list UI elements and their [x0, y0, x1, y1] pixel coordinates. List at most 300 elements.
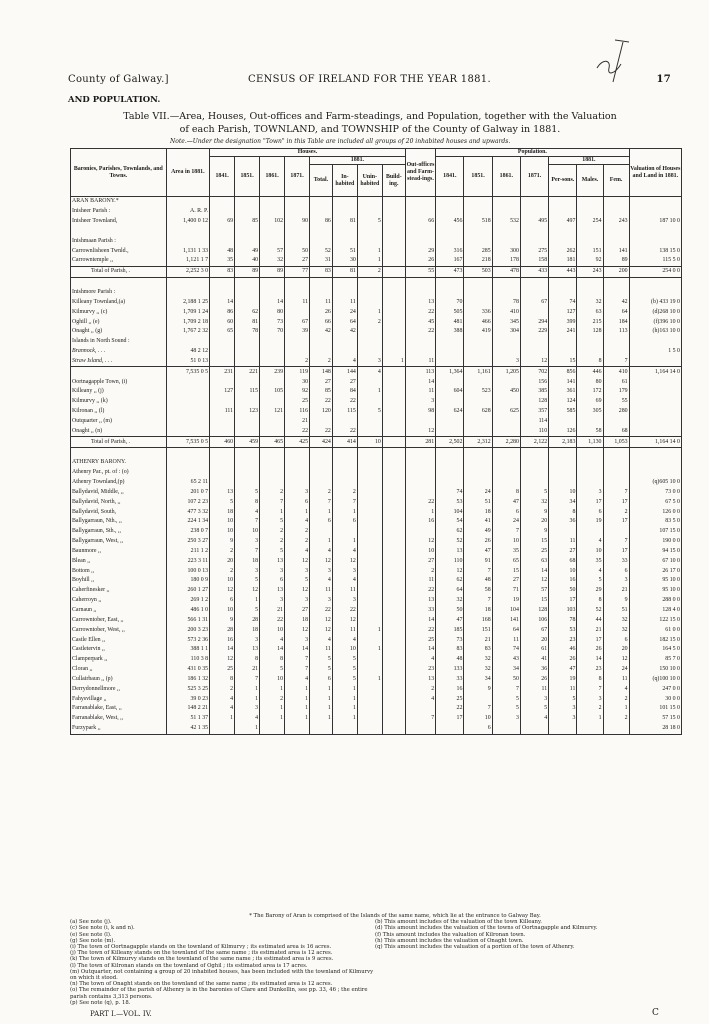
cell: 44 [577, 615, 603, 625]
signature-letter: C [652, 1008, 659, 1018]
cell [260, 397, 285, 407]
cell: 24 [492, 517, 520, 527]
cell: 446 [577, 367, 603, 377]
cell: 3 [235, 537, 260, 547]
cell [210, 347, 235, 357]
cell: 127 [210, 387, 235, 397]
cell: 21 [260, 606, 285, 616]
cell: 16 [405, 517, 435, 527]
cell [382, 246, 405, 256]
cell: 7 [577, 684, 603, 694]
cell: 32 [520, 497, 548, 507]
cell [464, 347, 492, 357]
cell [357, 277, 382, 287]
cell [382, 266, 405, 277]
table-row [71, 527, 682, 537]
cell: 2 [603, 507, 629, 517]
cell: 13 [235, 645, 260, 655]
cell [520, 197, 548, 207]
cell: 481 [436, 317, 464, 327]
cell: 523 [464, 387, 492, 397]
cell: 20 [603, 645, 629, 655]
cell [285, 197, 310, 207]
cell [235, 197, 260, 207]
row-name: Ballygarraun, West, ,, [71, 537, 167, 547]
cell [436, 288, 464, 298]
cell: 65 [210, 327, 235, 337]
cell: 2,183 [549, 437, 577, 448]
footnote: (m) Outquarter, not containing a group of 20 inhabited houses, has been included with the townland of Kilmurvy on which it stood. [70, 968, 374, 982]
cell [235, 288, 260, 298]
cell [577, 277, 603, 287]
cell [260, 347, 285, 357]
row-name: Castle Ellen ,, [71, 635, 167, 645]
cell: 4 [332, 635, 357, 645]
cell: 11 [520, 684, 548, 694]
table-row [71, 417, 682, 427]
cell: 5 [285, 576, 310, 586]
cell [310, 417, 333, 427]
cell: 200 [603, 266, 629, 277]
cell [382, 307, 405, 317]
cell: 25 [436, 694, 464, 704]
cell: 1 [357, 625, 382, 635]
cell: 7 [603, 537, 629, 547]
cell: 7 [603, 487, 629, 497]
cell [382, 596, 405, 606]
row-name: Furzypark ,, [71, 724, 167, 734]
cell [166, 417, 209, 427]
table-row [71, 277, 682, 287]
cell [629, 357, 681, 367]
cell: 42 [332, 327, 357, 337]
table-row [71, 407, 682, 417]
col-h1851: 1851. [235, 157, 260, 197]
cell: 2 [285, 357, 310, 367]
row-name: Caherroyn ,, [71, 596, 167, 606]
cell: 241 [549, 327, 577, 337]
row-name: Carrowntober, West, ,, [71, 625, 167, 635]
cell [629, 417, 681, 427]
cell: 17 [603, 497, 629, 507]
cell: 74 [436, 487, 464, 497]
table-row [71, 288, 682, 298]
cell: 4 [332, 357, 357, 367]
cell [382, 397, 405, 407]
cell [577, 207, 603, 217]
cell [603, 468, 629, 478]
row-name: Onaght ,, (n) [71, 426, 167, 436]
cell: 55 [405, 266, 435, 277]
cell [210, 207, 235, 217]
cell: 180 0 9 [166, 576, 209, 586]
cell [405, 337, 435, 347]
cell: 1,164 14 0 [629, 367, 681, 377]
cell: 1 [285, 684, 310, 694]
cell [629, 387, 681, 397]
cell: 95 10 0 [629, 576, 681, 586]
row-name: Killeany ,, (j) [71, 387, 167, 397]
cell: 7 [235, 675, 260, 685]
table-row [71, 487, 682, 497]
row-name: Fahysvillage ,, [71, 694, 167, 704]
cell [357, 714, 382, 724]
cell [492, 397, 520, 407]
cell: 32 [577, 297, 603, 307]
row-name: Caherfinesker ,, [71, 586, 167, 596]
cell: 114 [520, 417, 548, 427]
table-row [71, 397, 682, 407]
cell: 18 [464, 507, 492, 517]
cell [382, 288, 405, 298]
row-name: Brannock, . . . [71, 347, 167, 357]
cell: 9 [210, 537, 235, 547]
cell: 3 [332, 596, 357, 606]
cell: 2 [405, 566, 435, 576]
cell [285, 347, 310, 357]
cell [382, 217, 405, 227]
cell: 12 [520, 357, 548, 367]
cell: 23 [405, 665, 435, 675]
cell [235, 207, 260, 217]
cell: 532 [492, 217, 520, 227]
cell [210, 337, 235, 347]
cell: 151 [577, 246, 603, 256]
cell: 17 [603, 547, 629, 557]
table-row [71, 635, 682, 645]
cell: 10 [235, 527, 260, 537]
cell [549, 236, 577, 246]
cell: 68 [603, 426, 629, 436]
cell: 4 [405, 694, 435, 704]
row-name [71, 367, 167, 377]
cell [492, 236, 520, 246]
cell: 6 [310, 517, 333, 527]
cell: 46 [549, 645, 577, 655]
cell [629, 407, 681, 417]
cell: 518 [464, 217, 492, 227]
cell: 9 [210, 615, 235, 625]
cell: 18 [235, 625, 260, 635]
cell [464, 297, 492, 307]
cell [492, 426, 520, 436]
cell [382, 297, 405, 307]
cell: 62 [235, 307, 260, 317]
cell [549, 277, 577, 287]
cell: 7 [235, 547, 260, 557]
cell: 229 [520, 327, 548, 337]
cell: 78 [549, 615, 577, 625]
cell: 1 [603, 704, 629, 714]
cell [464, 397, 492, 407]
row-name: Killeany Townland,(a) [71, 297, 167, 307]
cell: 10 [549, 566, 577, 576]
cell [405, 724, 435, 734]
cell: 254 0 0 [629, 266, 681, 277]
cell: 66 [310, 317, 333, 327]
table-row [71, 724, 682, 734]
col-valuation: Valuation of Houses and Land in 1881. [629, 149, 681, 197]
cell: 16 [436, 684, 464, 694]
cell [332, 448, 357, 458]
cell: 67 5 0 [629, 497, 681, 507]
cell [520, 236, 548, 246]
cell [357, 724, 382, 734]
cell [603, 227, 629, 237]
cell: 15 [520, 596, 548, 606]
cell [520, 207, 548, 217]
row-name: ATHENRY BARONY. [71, 458, 167, 468]
cell: 95 10 0 [629, 586, 681, 596]
cell [310, 277, 333, 287]
cell: 1 [357, 675, 382, 685]
cell: 35 [492, 547, 520, 557]
col-name: Baronies, Parishes, Townlands, and Towns. [71, 149, 167, 197]
cell [492, 724, 520, 734]
cell: 11 [332, 297, 357, 307]
cell [210, 397, 235, 407]
cell [357, 337, 382, 347]
cell: 473 [436, 266, 464, 277]
cell: 111 [210, 407, 235, 417]
cell: 29 [577, 586, 603, 596]
cell: 18 [464, 606, 492, 616]
cell: 22 [310, 606, 333, 616]
cell [382, 527, 405, 537]
cell [577, 347, 603, 357]
cell [492, 347, 520, 357]
table-row [71, 227, 682, 237]
cell: 2 [310, 357, 333, 367]
cell [332, 458, 357, 468]
cell [382, 277, 405, 287]
cell: A. R. P. [166, 207, 209, 217]
row-name: Kilmurvy ,, (c) [71, 307, 167, 317]
cell [382, 407, 405, 417]
footnote: (n) The town of Onaght stands on the townland of the same name ; its estimated area is 12 acres. [70, 981, 333, 988]
cell [332, 478, 357, 488]
cell: 6 [285, 497, 310, 507]
table-note: Note.—Under the designation "Town" in this Table are included all groups of 20 inhabited houses and upwards. [170, 138, 511, 145]
row-name: Total of Parish, . [71, 437, 167, 448]
cell: 4 [285, 517, 310, 527]
cell: 74 [549, 297, 577, 307]
cell: 51 1 37 [166, 714, 209, 724]
cell [382, 448, 405, 458]
cell: 13 [210, 487, 235, 497]
cell: 200 3 23 [166, 625, 209, 635]
cell: 1 [285, 507, 310, 517]
table-row [71, 684, 682, 694]
cell: 144 [332, 367, 357, 377]
cell: 61 [520, 645, 548, 655]
cell: 7 [285, 655, 310, 665]
cell: 4 [235, 507, 260, 517]
cell [357, 236, 382, 246]
table-row [71, 197, 682, 207]
cell: 1,121 1 7 [166, 256, 209, 266]
cell: 12 [603, 655, 629, 665]
cell: 8 [235, 497, 260, 507]
col-h1881: 1881. [310, 157, 406, 165]
table-row [71, 367, 682, 377]
cell: 107 2 23 [166, 497, 209, 507]
cell: 30 0 0 [629, 694, 681, 704]
col-h1871: 1871. [285, 157, 310, 197]
cell: 74 [492, 645, 520, 655]
cell [332, 347, 357, 357]
cell [357, 507, 382, 517]
cell [629, 468, 681, 478]
cell: 53 [436, 497, 464, 507]
cell: 12 [210, 586, 235, 596]
cell [357, 576, 382, 586]
cell: 215 [577, 317, 603, 327]
cell [549, 527, 577, 537]
footnote: (j) The town of Killeany stands on the townland of the same name ; its estimated area is 12 acres. [70, 950, 333, 957]
cell [520, 468, 548, 478]
cell: 19 [549, 675, 577, 685]
cell: 94 15 0 [629, 547, 681, 557]
cell [285, 337, 310, 347]
cell: 10 [210, 527, 235, 537]
cell: 465 [260, 437, 285, 448]
table-body [71, 197, 682, 735]
cell [436, 468, 464, 478]
row-name [71, 448, 167, 458]
cell: 28 [235, 615, 260, 625]
col-total: Total. [310, 165, 333, 197]
cell: 1 [235, 724, 260, 734]
cell: 8 [577, 596, 603, 606]
cell: 30 [285, 377, 310, 387]
footnote: (a) See note (j). [70, 919, 112, 926]
cell: 20 [520, 517, 548, 527]
cell: 14 [260, 297, 285, 307]
cell [382, 566, 405, 576]
cell [332, 724, 357, 734]
cell [436, 478, 464, 488]
footnote-star: * The Barony of Aran is comprised of the Islands of the same name, which lie at the entrance to Galway Bay. [249, 913, 541, 919]
cell [310, 468, 333, 478]
table-row [71, 246, 682, 256]
cell: 1,164 14 0 [629, 437, 681, 448]
cell [210, 227, 235, 237]
cell: 243 [577, 266, 603, 277]
cell: 83 [436, 645, 464, 655]
cell [260, 724, 285, 734]
cell: 4 [332, 547, 357, 557]
table-row [71, 327, 682, 337]
cell: 388 [436, 327, 464, 337]
col-inhabited: In-habited [332, 165, 357, 197]
cell [357, 397, 382, 407]
cell [436, 227, 464, 237]
cell: 22 [405, 327, 435, 337]
cell [285, 458, 310, 468]
cell: 81 [332, 217, 357, 227]
cell [310, 197, 333, 207]
cell [382, 197, 405, 207]
cell: 25 [210, 665, 235, 675]
cell: 4 [357, 367, 382, 377]
cell: 126 0 0 [629, 507, 681, 517]
cell [166, 387, 209, 397]
cell: 262 [549, 246, 577, 256]
cell [520, 227, 548, 237]
cell [166, 468, 209, 478]
cell: 10 [464, 714, 492, 724]
cell: 16 [210, 635, 235, 645]
cell: 8 [235, 655, 260, 665]
footnote: (l) The town of Kilronan stands on the townland of Oghil ; its estimated area is 17 acres. [70, 962, 308, 969]
cell [464, 236, 492, 246]
cell [357, 655, 382, 665]
cell [629, 207, 681, 217]
cell: 224 1 34 [166, 517, 209, 527]
cell: 67 [520, 625, 548, 635]
cell: 201 0 7 [166, 487, 209, 497]
cell [603, 724, 629, 734]
cell [405, 288, 435, 298]
cell: 50 [436, 606, 464, 616]
cell [357, 377, 382, 387]
cell: 128 [520, 397, 548, 407]
cell: 566 1 31 [166, 615, 209, 625]
cell: 18 [285, 615, 310, 625]
cell: 1 [332, 684, 357, 694]
cell [332, 207, 357, 217]
cell [577, 236, 603, 246]
cell [235, 236, 260, 246]
cell: 10 [210, 576, 235, 586]
cell: 69 [577, 397, 603, 407]
cell [210, 468, 235, 478]
cell [382, 458, 405, 468]
cell: 525 3 25 [166, 684, 209, 694]
cell [285, 724, 310, 734]
cell [166, 197, 209, 207]
cell [464, 694, 492, 704]
cell: 345 [492, 317, 520, 327]
cell: 239 [260, 367, 285, 377]
cell: 48 2 12 [166, 347, 209, 357]
cell: 80 [577, 377, 603, 387]
cell: 128 [577, 327, 603, 337]
cell: 11 [549, 537, 577, 547]
cell [357, 448, 382, 458]
cell: 12 [235, 586, 260, 596]
page-number: 17 [656, 74, 671, 85]
cell [166, 227, 209, 237]
row-name: Islands in North Sound : [71, 337, 167, 347]
cell: 17 [603, 517, 629, 527]
cell: 11 [310, 645, 333, 655]
table-row [71, 606, 682, 616]
cell: 63 [577, 307, 603, 317]
cell [382, 236, 405, 246]
cell [260, 417, 285, 427]
cell: 36 [520, 665, 548, 675]
cell: 8 [492, 487, 520, 497]
cell: 2 [210, 566, 235, 576]
cell [357, 556, 382, 566]
cell: 127 [549, 307, 577, 317]
cell [464, 207, 492, 217]
cell: 83 [464, 645, 492, 655]
table-row [71, 468, 682, 478]
cell [577, 468, 603, 478]
